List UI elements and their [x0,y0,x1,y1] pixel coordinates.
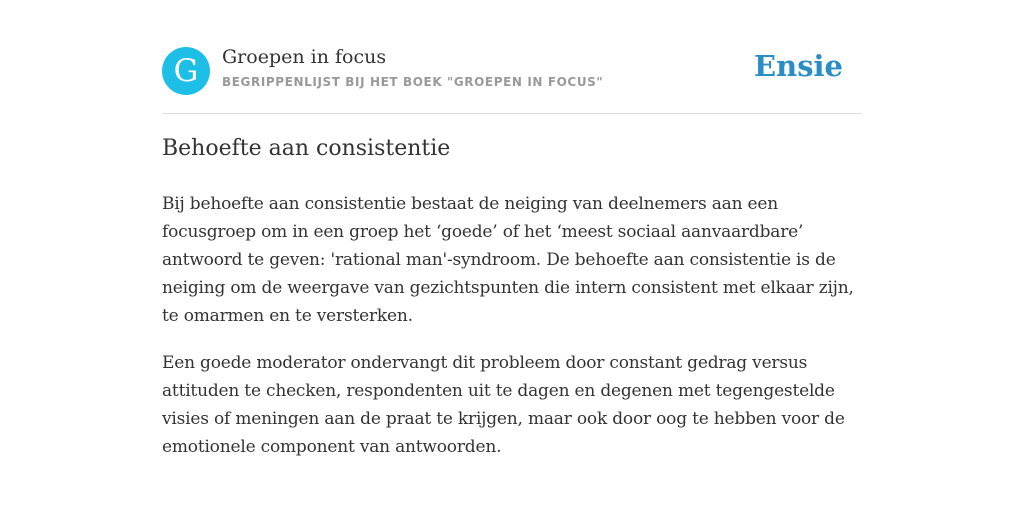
avatar[interactable]: G [162,47,210,95]
definition-paragraph: Een goede moderator ondervangt dit probleem door constant gedrag versus attituden te checken, respondenten uit te dagen en degenen met tegengestelde visies of meningen aan de praat te krijgen, maar ook door oog te hebben voor de emotionele component van antwoorden. [162,353,845,457]
term-title: Behoefte aan consistentie [162,136,451,161]
definition-paragraph: Bij behoefte aan consistentie bestaat de neiging van deelnemers aan een focusgroep om in een groep het ‘goede’ of het ‘meest sociaal aanvaardbare’ antwoord te geven: 'rational man'-syndroom. De behoefte aan consistentie is de neiging om de weergave van gezichtspunten die intern consistent met elkaar zijn, te omarmen en te versterken. [162,194,854,326]
divider [162,113,862,114]
header [162,46,862,96]
book-title[interactable]: Groepen in focus [222,46,387,68]
book-subtitle: BEGRIPPENLIJST BIJ HET BOEK "GROEPEN IN FOCUS" [222,75,604,89]
brand-logo[interactable]: Ensie [754,49,843,83]
definition-body [162,190,864,480]
